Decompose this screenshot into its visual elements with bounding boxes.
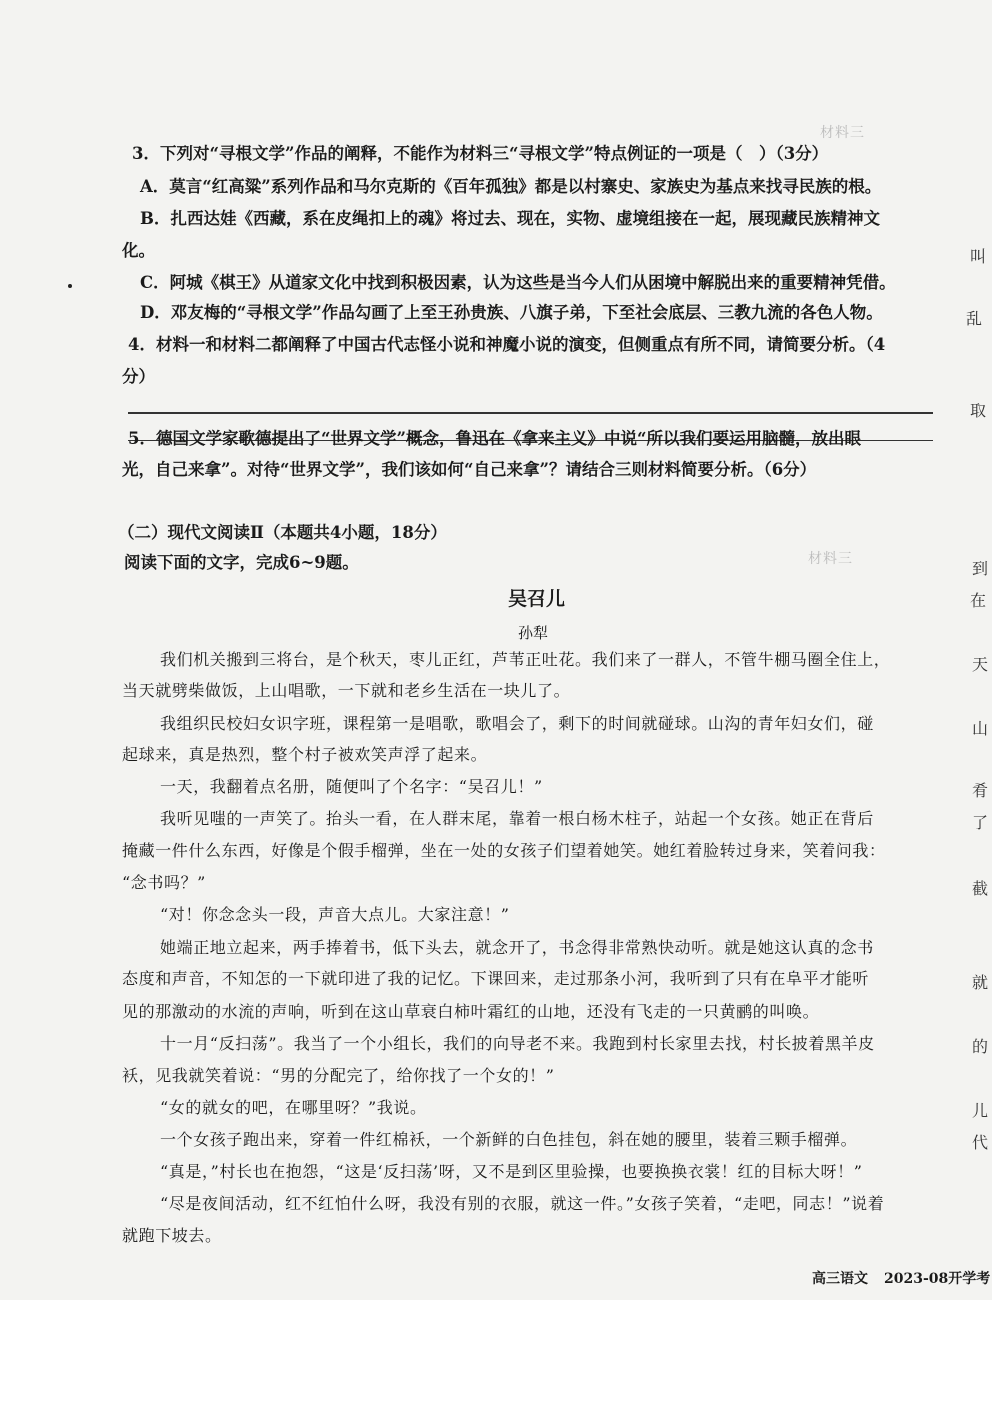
margin-char: 山 [972, 719, 989, 738]
margin-char: 取 [970, 401, 987, 420]
story-line: 起球来，真是热烈，整个村子被欢笑声浮了起来。 [122, 745, 488, 764]
story-line: 一天，我翻着点名册，随便叫了个名字：“吴召儿！” [160, 777, 543, 796]
q3-stem: 3．下列对“寻根文学”作品的阐释，不能作为材料三“寻根文学”特点例证的一项是（ ）（3分） [132, 144, 829, 163]
story-line: 就跑下坡去。 [122, 1226, 222, 1245]
margin-char: 天 [972, 655, 989, 674]
section-instruction: 阅读下面的文字，完成6~9题。 [124, 553, 359, 572]
margin-char: 在 [970, 591, 987, 610]
scan-dot [68, 284, 72, 288]
answer-line [128, 412, 933, 414]
story-line: 我听见嗤的一声笑了。抬头一看，在人群末尾，靠着一根白杨木柱子，站起一个女孩。她正在背后 [160, 809, 874, 828]
story-line: 袄，见我就笑着说：“男的分配完了，给你找了一个女的！” [122, 1066, 555, 1085]
section-heading: （二）现代文阅读Ⅱ（本题共4小题，18分） [118, 523, 447, 542]
margin-char: 就 [972, 973, 989, 992]
q3-option-b: B．扎西达娃《西藏，系在皮绳扣上的魂》将过去、现在，实物、虚境组接在一起，展现藏民族精神文 [140, 209, 880, 228]
q4-stem-cont: 分） [122, 367, 155, 386]
story-line: “女的就女的吧，在哪里呀？”我说。 [160, 1098, 427, 1117]
story-author: 孙犁 [518, 624, 549, 642]
story-line: 我们机关搬到三将台，是个秋天，枣儿正红，芦苇正吐花。我们来了一群人，不管牛棚马圈全住上， [160, 650, 891, 669]
story-line: 十一月“反扫荡”。我当了一个小组长，我们的向导老不来。我跑到村长家里去找，村长披着黑羊皮 [160, 1034, 875, 1053]
q3-option-c: C．阿城《棋王》从道家文化中找到积极因素，认为这些是当今人们从困境中解脱出来的重要精神凭借。 [140, 273, 896, 292]
story-line: “真是，”村长也在抱怨，“这是‘反扫荡’呀，又不是到区里验操，也要换换衣裳！红的目标大呀！” [160, 1162, 863, 1181]
q3-option-b-cont: 化。 [122, 241, 155, 260]
margin-char: 了 [972, 813, 989, 832]
story-line: 见的那激动的水流的声响，听到在这山草衰白柿叶霜红的山地，还没有飞走的一只黄鹂的叫唤。 [122, 1002, 820, 1021]
q3-option-a: A．莫言“红高粱”系列作品和马尔克斯的《百年孤独》都是以村寨史、家族史为基点来找寻民族的根。 [140, 177, 882, 196]
bleed-material-label: 材料三 [820, 125, 865, 141]
story-line: “尽是夜间活动，红不红怕什么呀，我没有别的衣服，就这一件。”女孩子笑着，“走吧，同志！”说着 [160, 1194, 885, 1213]
q3-option-d: D．邓友梅的“寻根文学”作品勾画了上至王孙贵族、八旗子弟，下至社会底层、三教九流的各色人物。 [140, 303, 883, 322]
story-line: 态度和声音，不知怎的一下就印进了我的记忆。下课回来，走过那条小河，我听到了只有在阜平才能听 [122, 969, 870, 988]
story-line: “念书吗？” [122, 873, 206, 892]
story-line: “对！你念念头一段，声音大点儿。大家注意！” [160, 905, 510, 924]
page-margin-bottom [0, 1300, 992, 1403]
margin-char: 肴 [972, 781, 989, 800]
footer-exam: 2023-08开学考 [884, 1271, 991, 1287]
story-line: 她端正地立起来，两手捧着书，低下头去，就念开了，书念得非常熟快动听。就是她这认真的念书 [160, 938, 874, 957]
margin-char: 乱 [966, 309, 983, 328]
margin-char: 儿 [972, 1101, 989, 1120]
margin-char: 到 [972, 559, 989, 578]
margin-char: 代 [972, 1133, 989, 1152]
footer-subject: 高三语文 [812, 1271, 868, 1287]
bleed-material-label-2: 材料三 [808, 551, 853, 567]
margin-char: 叫 [970, 247, 987, 266]
q5-stem-cont: 光，自己来拿”。对待“世界文学”，我们该如何“自己来拿”？请结合三则材料简要分析。（6分） [122, 460, 817, 479]
story-line: 我组织民校妇女识字班，课程第一是唱歌，歌唱会了，剩下的时间就碰球。山沟的青年妇女们，碰 [160, 714, 874, 733]
story-line: 当天就劈柴做饭，上山唱歌，一下就和老乡生活在一块儿了。 [122, 681, 571, 700]
margin-char: 截 [972, 879, 989, 898]
q4-stem: 4．材料一和材料二都阐释了中国古代志怪小说和神魔小说的演变，但侧重点有所不同，请简要分析。（4 [128, 335, 886, 354]
q5-stem: 5．德国文学家歌德提出了“世界文学”概念，鲁迅在《拿来主义》中说“所以我们要运用脑髓，放出眼 [128, 429, 861, 448]
margin-char: 的 [972, 1037, 989, 1056]
story-line: 掩藏一件什么东西，好像是个假手榴弹，坐在一处的女孩子们望着她笑。她红着脸转过身来，笑着问我： [122, 841, 886, 860]
story-title: 吴召儿 [508, 588, 566, 610]
story-line: 一个女孩子跑出来，穿着一件红棉袄，一个新鲜的白色挂包，斜在她的腰里，装着三颗手榴弹。 [160, 1130, 858, 1149]
